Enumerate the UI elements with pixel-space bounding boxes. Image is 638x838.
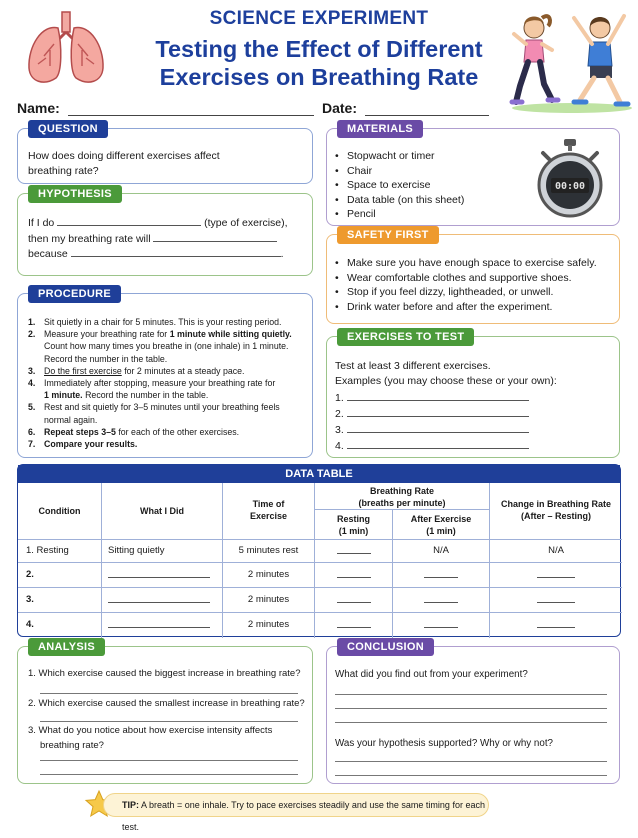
exercises-instruction: Test at least 3 different exercises. (335, 360, 491, 372)
header-breathing-rate: Breathing Rate (breaths per minute) (358, 486, 446, 508)
row2-did-blank[interactable] (108, 569, 210, 581)
date-label: Date: (322, 100, 358, 116)
name-field (17, 100, 314, 116)
header-what-i-did: What I Did (140, 506, 184, 516)
procedure-tag: PROCEDURE (28, 285, 121, 303)
exercise-blank[interactable] (57, 216, 201, 226)
rate-blank[interactable] (153, 232, 277, 242)
header-condition: Condition (38, 506, 81, 516)
row4-change-blank[interactable] (490, 619, 622, 631)
hypothesis-tag: HYPOTHESIS (28, 185, 122, 203)
question-tag: QUESTION (28, 120, 108, 138)
row2-after-blank[interactable] (393, 569, 489, 581)
lungs-icon (20, 6, 112, 88)
step-4: Immediately after stopping, measure your breathing rate for 1 minute. Record the number in the table. (44, 378, 276, 401)
header-resting: Resting (1 min) (336, 514, 370, 536)
step-7: Compare your results. (44, 439, 138, 450)
date-blank[interactable] (365, 102, 489, 116)
materials-list (335, 149, 464, 222)
conclusion-tag: CONCLUSION (337, 638, 434, 656)
title-line-1: Testing the Effect of Different (155, 36, 483, 62)
stopwatch-display: 00:00 (554, 181, 586, 192)
question-text (28, 149, 220, 178)
row1-did: Sitting quietly (108, 545, 165, 556)
row2-change-blank[interactable] (490, 569, 622, 581)
row3-time: 2 minutes (247, 594, 290, 605)
row3-after-blank[interactable] (393, 594, 489, 606)
exercise-slot-2: 2. (335, 407, 529, 422)
stopwatch-icon (535, 137, 605, 219)
material-item: • Data table (on this sheet) (335, 193, 464, 208)
analysis-q3: 3. What do you notice about how exercise intensity affects breathing rate? (28, 725, 273, 751)
safety-list (335, 256, 597, 314)
hypothesis-line-3: because . (28, 248, 284, 260)
row1-change: N/A (548, 545, 564, 556)
header-after-exercise: After Exercise (1 min) (410, 514, 472, 536)
title-line-2: Exercises on Breathing Rate (159, 64, 479, 90)
safety-item: • Make sure you have enough space to exercise safely. (335, 256, 597, 271)
conclusion-q1: What did you find out from your experiment? (335, 669, 528, 680)
row4-resting-blank[interactable] (315, 619, 392, 631)
material-item: • Pencil (335, 207, 464, 222)
materials-panel (326, 123, 620, 226)
exercise-slot-3: 3. (335, 423, 529, 438)
row2-resting-blank[interactable] (315, 569, 392, 581)
conclusion-panel (326, 641, 620, 784)
conclusion-answer-line[interactable] (335, 722, 607, 723)
row1-resting-blank[interactable] (315, 545, 392, 557)
step-5: Rest and sit quietly for 3–5 minutes until your breathing feels normal again. (44, 402, 280, 425)
analysis-answer-line[interactable] (40, 693, 298, 694)
because-blank[interactable] (71, 247, 281, 257)
material-item: • Chair (335, 164, 464, 179)
analysis-panel (17, 641, 313, 784)
exercise-slot-4: 4. (335, 439, 529, 454)
safety-tag: SAFETY FIRST (337, 226, 439, 244)
header-time: Time of Exercise (249, 499, 288, 521)
header-change: Change in Breathing Rate (After – Resting) (500, 499, 611, 521)
exercise-slot-1: 1. (335, 391, 529, 406)
conclusion-answer-line[interactable] (335, 761, 607, 762)
safety-item: • Wear comfortable clothes and supportive shoes. (335, 271, 597, 286)
tip-label: TIP: (122, 800, 139, 810)
row1-time: 5 minutes rest (238, 545, 299, 556)
exercising-kids-illustration (502, 4, 636, 114)
row3-change-blank[interactable] (490, 594, 622, 606)
row1-after: N/A (433, 545, 449, 556)
analysis-answer-line[interactable] (40, 721, 298, 722)
page-supertitle: SCIENCE EXPERIMENT (209, 8, 429, 29)
step-1: Sit quietly in a chair for 5 minutes. This is your resting period. (44, 317, 282, 327)
safety-item: • Stop if you feel dizzy, lightheaded, or unwell. (335, 285, 597, 300)
analysis-tag: ANALYSIS (28, 638, 105, 656)
row4-condition: 4. (26, 619, 34, 630)
material-item: • Space to exercise (335, 178, 464, 193)
row4-time: 2 minutes (247, 619, 290, 630)
name-blank[interactable] (68, 102, 314, 116)
name-label: Name: (17, 100, 60, 116)
analysis-q1: 1. Which exercise caused the biggest increase in breathing rate? (28, 668, 301, 679)
exercises-examples: Examples (you may choose these or your own): (335, 375, 557, 387)
question-line-2: breathing rate? (28, 164, 99, 177)
analysis-answer-line[interactable] (40, 760, 298, 761)
tip-text: A breath = one inhale. Try to pace exercises steadily and use the same timing for each test. (122, 800, 485, 832)
row3-resting-blank[interactable] (315, 594, 392, 606)
materials-tag: MATERIALS (337, 120, 423, 138)
conclusion-answer-line[interactable] (335, 708, 607, 709)
row3-condition: 3. (26, 594, 34, 605)
date-field (322, 100, 489, 116)
step-2: Measure your breathing rate for 1 minute while sitting quietly. Count how many times you breathe in (one inhale) in 1 minute. Record the number in the table. (44, 329, 292, 364)
question-panel (17, 123, 313, 184)
row3-did-blank[interactable] (108, 594, 210, 606)
conclusion-q2: Was your hypothesis supported? Why or why not? (335, 738, 553, 749)
data-table (17, 464, 621, 637)
material-item: • Stopwacht or timer (335, 149, 464, 164)
procedure-steps (28, 316, 310, 450)
hypothesis-line-1: If I do (type of exercise), (28, 217, 288, 229)
row4-after-blank[interactable] (393, 619, 489, 631)
exercises-tag: EXERCISES TO TEST (337, 328, 474, 346)
row2-condition: 2. (26, 569, 34, 580)
row4-did-blank[interactable] (108, 619, 210, 631)
step-3: Do the first exercise for 2 minutes at a steady pace. (44, 365, 245, 376)
page-title (120, 35, 518, 91)
conclusion-answer-line[interactable] (335, 694, 607, 695)
hypothesis-panel (17, 188, 313, 276)
data-table-title: DATA TABLE (18, 465, 620, 483)
analysis-answer-line[interactable] (40, 774, 298, 775)
procedure-panel (17, 288, 313, 458)
exercises-panel (326, 331, 620, 458)
step-6: Repeat steps 3–5 for each of the other exercises. (44, 426, 240, 437)
tip-banner (103, 793, 489, 832)
safety-item: • Drink water before and after the experiment. (335, 300, 597, 315)
safety-panel (326, 229, 620, 324)
question-line-1: How does doing different exercises affect (28, 150, 220, 162)
analysis-q2: 2. Which exercise caused the smallest increase in breathing rate? (28, 698, 305, 709)
hypothesis-line-2: then my breathing rate will (28, 232, 277, 247)
row2-time: 2 minutes (247, 569, 290, 580)
row1-condition: 1. Resting (26, 545, 69, 556)
conclusion-answer-line[interactable] (335, 775, 607, 776)
